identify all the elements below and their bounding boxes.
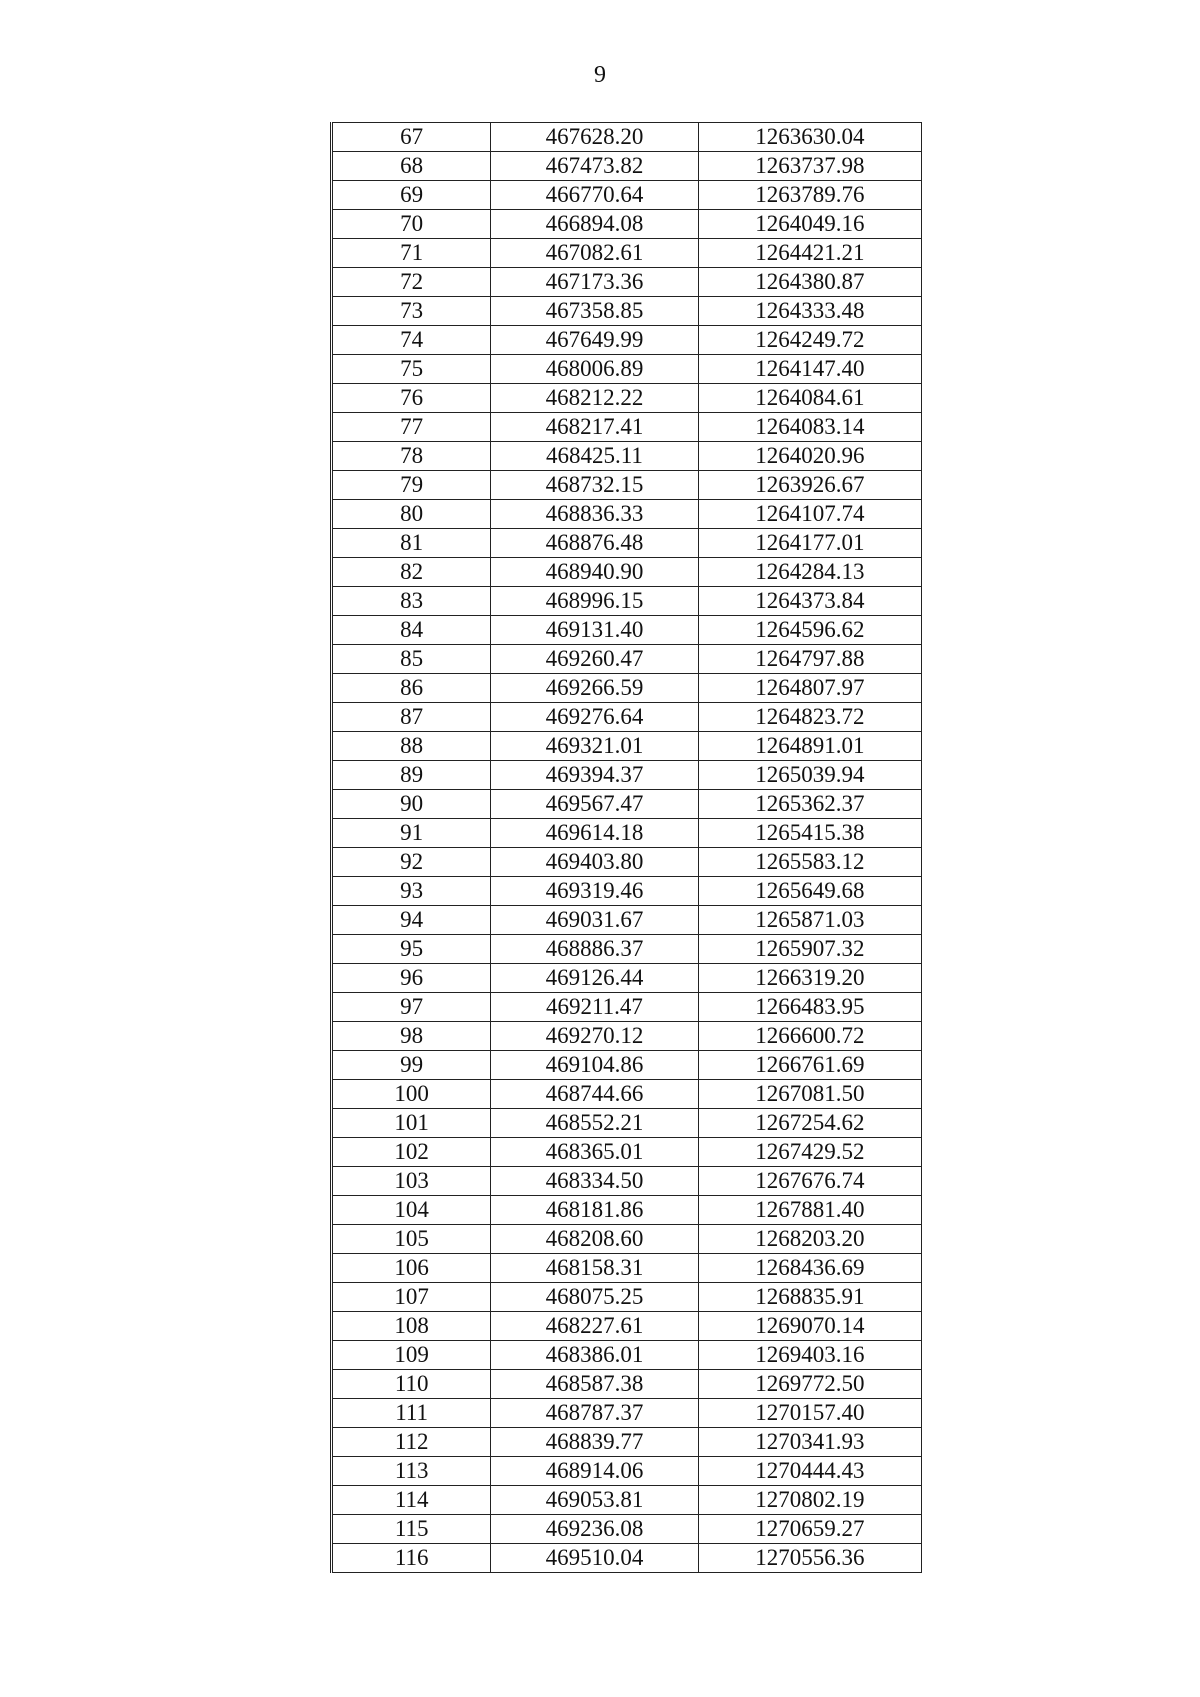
y-coordinate-cell: 1264083.14 xyxy=(698,413,921,442)
y-coordinate-cell: 1270556.36 xyxy=(698,1544,921,1573)
y-coordinate-cell: 1267881.40 xyxy=(698,1196,921,1225)
table-row xyxy=(332,268,922,297)
x-coordinate-cell: 469031.67 xyxy=(491,906,698,935)
y-coordinate-cell: 1263630.04 xyxy=(698,123,921,152)
table-row xyxy=(332,993,922,1022)
y-coordinate-cell: 1264107.74 xyxy=(698,500,921,529)
y-coordinate-cell: 1264596.62 xyxy=(698,616,921,645)
y-coordinate-cell: 1270802.19 xyxy=(698,1486,921,1515)
table-row xyxy=(332,1544,922,1573)
x-coordinate-cell: 469104.86 xyxy=(491,1051,698,1080)
table-row xyxy=(332,123,922,152)
point-number-cell: 96 xyxy=(332,964,491,993)
point-number-cell: 108 xyxy=(332,1312,491,1341)
x-coordinate-cell: 468181.86 xyxy=(491,1196,698,1225)
x-coordinate-cell: 468886.37 xyxy=(491,935,698,964)
point-number-cell: 112 xyxy=(332,1428,491,1457)
point-number-cell: 101 xyxy=(332,1109,491,1138)
table-row xyxy=(332,181,922,210)
table-row xyxy=(332,1051,922,1080)
point-number-cell: 97 xyxy=(332,993,491,1022)
x-coordinate-cell: 468158.31 xyxy=(491,1254,698,1283)
table-row xyxy=(332,210,922,239)
point-number-cell: 103 xyxy=(332,1167,491,1196)
x-coordinate-cell: 468876.48 xyxy=(491,529,698,558)
point-number-cell: 71 xyxy=(332,239,491,268)
x-coordinate-cell: 469270.12 xyxy=(491,1022,698,1051)
x-coordinate-cell: 468836.33 xyxy=(491,500,698,529)
table-row xyxy=(332,384,922,413)
table-row xyxy=(332,471,922,500)
table-row xyxy=(332,1254,922,1283)
point-number-cell: 68 xyxy=(332,152,491,181)
x-coordinate-cell: 468940.90 xyxy=(491,558,698,587)
y-coordinate-cell: 1265362.37 xyxy=(698,790,921,819)
point-number-cell: 113 xyxy=(332,1457,491,1486)
x-coordinate-cell: 467358.85 xyxy=(491,297,698,326)
y-coordinate-cell: 1270341.93 xyxy=(698,1428,921,1457)
table-row xyxy=(332,1486,922,1515)
point-number-cell: 73 xyxy=(332,297,491,326)
page-number: 9 xyxy=(594,62,606,88)
point-number-cell: 92 xyxy=(332,848,491,877)
coordinates-table xyxy=(330,122,922,1573)
table-row xyxy=(332,297,922,326)
coordinates-table-body xyxy=(332,123,922,1573)
x-coordinate-cell: 469319.46 xyxy=(491,877,698,906)
y-coordinate-cell: 1264797.88 xyxy=(698,645,921,674)
y-coordinate-cell: 1264147.40 xyxy=(698,355,921,384)
x-coordinate-cell: 469394.37 xyxy=(491,761,698,790)
y-coordinate-cell: 1264421.21 xyxy=(698,239,921,268)
point-number-cell: 83 xyxy=(332,587,491,616)
y-coordinate-cell: 1264020.96 xyxy=(698,442,921,471)
y-coordinate-cell: 1270444.43 xyxy=(698,1457,921,1486)
point-number-cell: 106 xyxy=(332,1254,491,1283)
table-row xyxy=(332,964,922,993)
point-number-cell: 70 xyxy=(332,210,491,239)
point-number-cell: 105 xyxy=(332,1225,491,1254)
table-row xyxy=(332,1138,922,1167)
y-coordinate-cell: 1267254.62 xyxy=(698,1109,921,1138)
table-row xyxy=(332,1196,922,1225)
point-number-cell: 107 xyxy=(332,1283,491,1312)
point-number-cell: 89 xyxy=(332,761,491,790)
y-coordinate-cell: 1264380.87 xyxy=(698,268,921,297)
y-coordinate-cell: 1264807.97 xyxy=(698,674,921,703)
x-coordinate-cell: 468227.61 xyxy=(491,1312,698,1341)
y-coordinate-cell: 1270157.40 xyxy=(698,1399,921,1428)
table-row xyxy=(332,645,922,674)
point-number-cell: 95 xyxy=(332,935,491,964)
table-row xyxy=(332,1109,922,1138)
y-coordinate-cell: 1265583.12 xyxy=(698,848,921,877)
x-coordinate-cell: 468552.21 xyxy=(491,1109,698,1138)
table-row xyxy=(332,1399,922,1428)
x-coordinate-cell: 468365.01 xyxy=(491,1138,698,1167)
point-number-cell: 99 xyxy=(332,1051,491,1080)
x-coordinate-cell: 467628.20 xyxy=(491,123,698,152)
y-coordinate-cell: 1266761.69 xyxy=(698,1051,921,1080)
x-coordinate-cell: 468996.15 xyxy=(491,587,698,616)
point-number-cell: 79 xyxy=(332,471,491,500)
y-coordinate-cell: 1266600.72 xyxy=(698,1022,921,1051)
point-number-cell: 111 xyxy=(332,1399,491,1428)
table-row xyxy=(332,152,922,181)
x-coordinate-cell: 469266.59 xyxy=(491,674,698,703)
point-number-cell: 104 xyxy=(332,1196,491,1225)
y-coordinate-cell: 1266319.20 xyxy=(698,964,921,993)
x-coordinate-cell: 468732.15 xyxy=(491,471,698,500)
x-coordinate-cell: 466770.64 xyxy=(491,181,698,210)
point-number-cell: 81 xyxy=(332,529,491,558)
table-row xyxy=(332,906,922,935)
table-row xyxy=(332,442,922,471)
point-number-cell: 109 xyxy=(332,1341,491,1370)
x-coordinate-cell: 469053.81 xyxy=(491,1486,698,1515)
x-coordinate-cell: 469510.04 xyxy=(491,1544,698,1573)
table-row xyxy=(332,1312,922,1341)
point-number-cell: 90 xyxy=(332,790,491,819)
point-number-cell: 80 xyxy=(332,500,491,529)
x-coordinate-cell: 469276.64 xyxy=(491,703,698,732)
x-coordinate-cell: 468075.25 xyxy=(491,1283,698,1312)
y-coordinate-cell: 1267676.74 xyxy=(698,1167,921,1196)
x-coordinate-cell: 468217.41 xyxy=(491,413,698,442)
point-number-cell: 116 xyxy=(332,1544,491,1573)
table-row xyxy=(332,1167,922,1196)
y-coordinate-cell: 1263789.76 xyxy=(698,181,921,210)
x-coordinate-cell: 469403.80 xyxy=(491,848,698,877)
y-coordinate-cell: 1264177.01 xyxy=(698,529,921,558)
table-row xyxy=(332,616,922,645)
y-coordinate-cell: 1268203.20 xyxy=(698,1225,921,1254)
table-row xyxy=(332,1225,922,1254)
point-number-cell: 100 xyxy=(332,1080,491,1109)
x-coordinate-cell: 468839.77 xyxy=(491,1428,698,1457)
y-coordinate-cell: 1267429.52 xyxy=(698,1138,921,1167)
table-row xyxy=(332,558,922,587)
y-coordinate-cell: 1264373.84 xyxy=(698,587,921,616)
x-coordinate-cell: 469614.18 xyxy=(491,819,698,848)
point-number-cell: 82 xyxy=(332,558,491,587)
x-coordinate-cell: 468208.60 xyxy=(491,1225,698,1254)
x-coordinate-cell: 468334.50 xyxy=(491,1167,698,1196)
x-coordinate-cell: 469260.47 xyxy=(491,645,698,674)
y-coordinate-cell: 1265907.32 xyxy=(698,935,921,964)
point-number-cell: 84 xyxy=(332,616,491,645)
point-number-cell: 78 xyxy=(332,442,491,471)
table-row xyxy=(332,1080,922,1109)
point-number-cell: 102 xyxy=(332,1138,491,1167)
y-coordinate-cell: 1264049.16 xyxy=(698,210,921,239)
x-coordinate-cell: 467649.99 xyxy=(491,326,698,355)
point-number-cell: 72 xyxy=(332,268,491,297)
table-row xyxy=(332,413,922,442)
point-number-cell: 75 xyxy=(332,355,491,384)
table-row xyxy=(332,848,922,877)
point-number-cell: 67 xyxy=(332,123,491,152)
table-row xyxy=(332,877,922,906)
x-coordinate-cell: 469126.44 xyxy=(491,964,698,993)
point-number-cell: 114 xyxy=(332,1486,491,1515)
point-number-cell: 110 xyxy=(332,1370,491,1399)
point-number-cell: 87 xyxy=(332,703,491,732)
x-coordinate-cell: 468587.38 xyxy=(491,1370,698,1399)
x-coordinate-cell: 469211.47 xyxy=(491,993,698,1022)
y-coordinate-cell: 1267081.50 xyxy=(698,1080,921,1109)
x-coordinate-cell: 467082.61 xyxy=(491,239,698,268)
x-coordinate-cell: 468006.89 xyxy=(491,355,698,384)
table-row xyxy=(332,1457,922,1486)
table-row xyxy=(332,326,922,355)
point-number-cell: 85 xyxy=(332,645,491,674)
y-coordinate-cell: 1264823.72 xyxy=(698,703,921,732)
point-number-cell: 93 xyxy=(332,877,491,906)
table-row xyxy=(332,1370,922,1399)
x-coordinate-cell: 469236.08 xyxy=(491,1515,698,1544)
x-coordinate-cell: 469321.01 xyxy=(491,732,698,761)
x-coordinate-cell: 468212.22 xyxy=(491,384,698,413)
point-number-cell: 77 xyxy=(332,413,491,442)
table-row xyxy=(332,355,922,384)
table-row xyxy=(332,529,922,558)
table-row xyxy=(332,732,922,761)
y-coordinate-cell: 1263926.67 xyxy=(698,471,921,500)
table-row xyxy=(332,703,922,732)
x-coordinate-cell: 469131.40 xyxy=(491,616,698,645)
x-coordinate-cell: 468914.06 xyxy=(491,1457,698,1486)
y-coordinate-cell: 1269070.14 xyxy=(698,1312,921,1341)
table-row xyxy=(332,819,922,848)
y-coordinate-cell: 1263737.98 xyxy=(698,152,921,181)
y-coordinate-cell: 1268436.69 xyxy=(698,1254,921,1283)
table-row xyxy=(332,1341,922,1370)
y-coordinate-cell: 1265415.38 xyxy=(698,819,921,848)
table-row xyxy=(332,1515,922,1544)
y-coordinate-cell: 1264249.72 xyxy=(698,326,921,355)
x-coordinate-cell: 467473.82 xyxy=(491,152,698,181)
y-coordinate-cell: 1264333.48 xyxy=(698,297,921,326)
x-coordinate-cell: 467173.36 xyxy=(491,268,698,297)
table-row xyxy=(332,761,922,790)
point-number-cell: 88 xyxy=(332,732,491,761)
y-coordinate-cell: 1269772.50 xyxy=(698,1370,921,1399)
x-coordinate-cell: 468744.66 xyxy=(491,1080,698,1109)
point-number-cell: 86 xyxy=(332,674,491,703)
table-row xyxy=(332,1022,922,1051)
x-coordinate-cell: 468787.37 xyxy=(491,1399,698,1428)
point-number-cell: 69 xyxy=(332,181,491,210)
point-number-cell: 74 xyxy=(332,326,491,355)
point-number-cell: 115 xyxy=(332,1515,491,1544)
y-coordinate-cell: 1265039.94 xyxy=(698,761,921,790)
table-row xyxy=(332,1428,922,1457)
table-row xyxy=(332,935,922,964)
y-coordinate-cell: 1266483.95 xyxy=(698,993,921,1022)
x-coordinate-cell: 468386.01 xyxy=(491,1341,698,1370)
y-coordinate-cell: 1270659.27 xyxy=(698,1515,921,1544)
y-coordinate-cell: 1264891.01 xyxy=(698,732,921,761)
x-coordinate-cell: 468425.11 xyxy=(491,442,698,471)
y-coordinate-cell: 1265649.68 xyxy=(698,877,921,906)
table-row xyxy=(332,239,922,268)
y-coordinate-cell: 1264084.61 xyxy=(698,384,921,413)
y-coordinate-cell: 1268835.91 xyxy=(698,1283,921,1312)
y-coordinate-cell: 1265871.03 xyxy=(698,906,921,935)
table-row xyxy=(332,674,922,703)
point-number-cell: 94 xyxy=(332,906,491,935)
table-row xyxy=(332,587,922,616)
y-coordinate-cell: 1269403.16 xyxy=(698,1341,921,1370)
table-row xyxy=(332,790,922,819)
x-coordinate-cell: 469567.47 xyxy=(491,790,698,819)
table-row xyxy=(332,500,922,529)
table-row xyxy=(332,1283,922,1312)
point-number-cell: 76 xyxy=(332,384,491,413)
x-coordinate-cell: 466894.08 xyxy=(491,210,698,239)
y-coordinate-cell: 1264284.13 xyxy=(698,558,921,587)
point-number-cell: 91 xyxy=(332,819,491,848)
point-number-cell: 98 xyxy=(332,1022,491,1051)
